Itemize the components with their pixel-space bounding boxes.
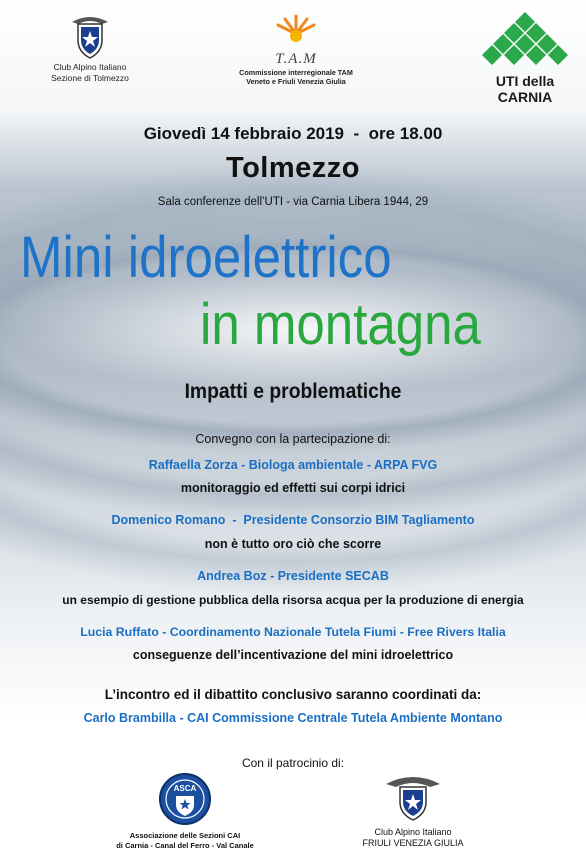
- uti-tree-icon: [482, 10, 568, 68]
- speaker-1-topic: monitoraggio ed effetti sui corpi idrici: [180, 481, 406, 495]
- moderator-name: Carlo Brambilla - CAI Commissione Centrale Tutela Ambiente Montano: [83, 711, 503, 725]
- tam-caption-line1: Commissione interregionale TAM: [239, 68, 353, 77]
- title-line2: in montagna: [200, 292, 481, 357]
- title-line1: Mini idroelettrico: [20, 225, 392, 290]
- event-subtitle: Impatti e problematiche: [184, 380, 402, 403]
- patrocinio-label: Con il patrocinio di:: [241, 756, 345, 770]
- tam-caption-line2: Veneto e Friuli Venezia Giulia: [246, 77, 346, 86]
- tam-logo-text: T.A.M: [275, 51, 317, 67]
- asca-logo-text: ASCA: [173, 784, 197, 793]
- event-venue: Sala conferenze dell’UTI - via Carnia Libera 1944, 29: [157, 196, 429, 208]
- cai-tolmezzo-logo: [40, 12, 140, 84]
- uti-carnia-label: [470, 73, 580, 105]
- speaker-3-topic: un esempio di gestione pubblica della risorsa acqua per la produzione di energia: [62, 593, 524, 607]
- cai-fvg-logo: [358, 772, 468, 849]
- speaker-4-name: Lucia Ruffato - Coordinamento Nazionale Tutela Fiumi - Free Rivers Italia: [80, 625, 506, 639]
- uti-carnia-logo: [470, 10, 580, 105]
- uti-label-suffix: CARNIA: [497, 89, 553, 105]
- cai-emblem-icon: [68, 12, 112, 62]
- event-city: Tolmezzo: [226, 152, 360, 184]
- speaker-4-topic: conseguenze dell’incentivazione del mini idroelettrico: [132, 648, 454, 662]
- asca-logo: [110, 772, 260, 850]
- sun-icon: [251, 12, 341, 46]
- speaker-2-topic: non è tutto oro ciò che scorre: [204, 537, 382, 551]
- asca-emblem-icon: [158, 772, 212, 826]
- speaker-1-name: Raffaella Zorza - Biologa ambientale - ARPA FVG: [148, 458, 438, 472]
- cai-tolmezzo-line2: Sezione di Tolmezzo: [51, 73, 129, 83]
- cai-tolmezzo-line1: Club Alpino Italiano: [53, 62, 127, 72]
- cai-fvg-line1: Club Alpino Italiano: [374, 827, 452, 837]
- cai-fvg-line2: FRIULI VENEZIA GIULIA: [362, 838, 464, 848]
- speaker-2-name: Domenico Romano - Presidente Consorzio BIM Tagliamento: [111, 513, 475, 527]
- asca-caption-line1: Associazione delle Sezioni CAI: [129, 831, 241, 840]
- speaker-3-name: Andrea Boz - Presidente SECAB: [197, 569, 389, 583]
- program-intro: Convegno con la partecipazione di:: [195, 432, 391, 446]
- moderation-intro: L’incontro ed il dibattito conclusivo saranno coordinati da:: [104, 687, 482, 702]
- tam-logo: [236, 12, 356, 86]
- uti-label-prefix: UTI della: [495, 73, 555, 89]
- event-date: Giovedì 14 febbraio 2019 - ore 18.00: [143, 124, 443, 143]
- cai-fvg-emblem-icon: [384, 772, 442, 822]
- asca-caption-line2: di Carnia - Canal del Ferro - Val Canale: [116, 840, 254, 850]
